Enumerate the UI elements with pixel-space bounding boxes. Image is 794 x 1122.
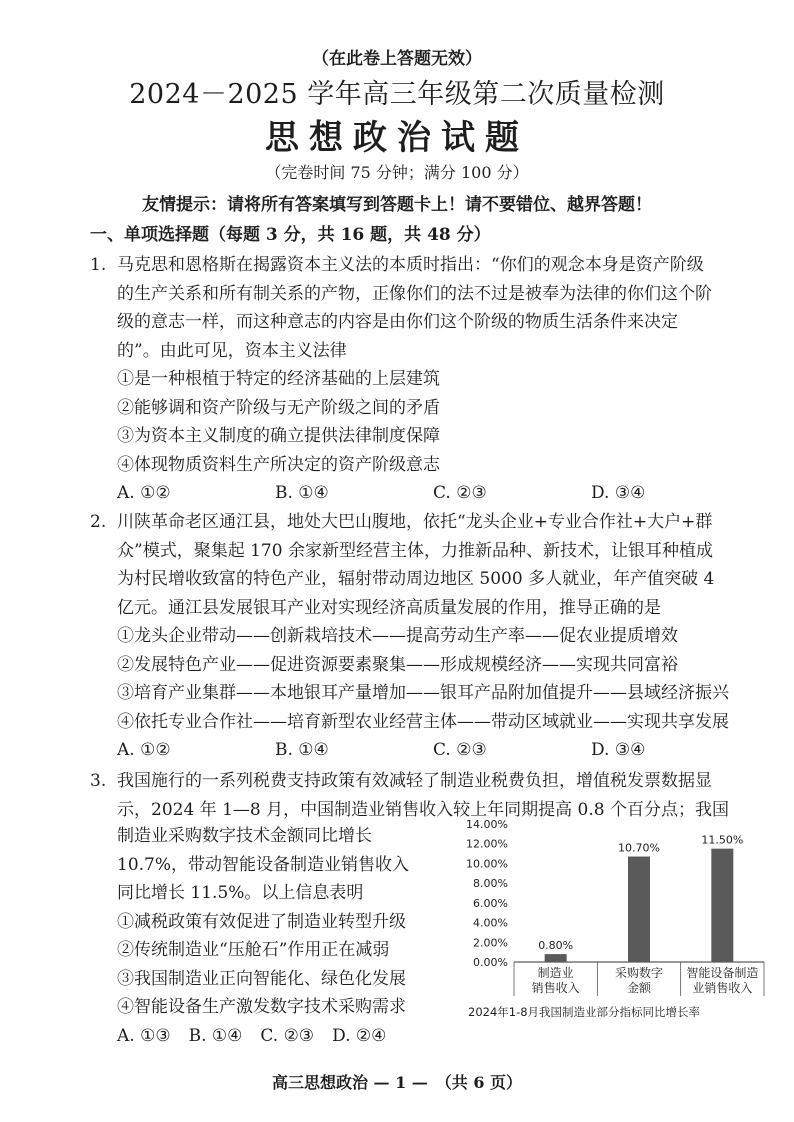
question-2: [90, 508, 770, 765]
bar: [545, 954, 567, 962]
y-tick-label: 4.00%: [473, 916, 508, 930]
option-d: D. ③④: [591, 483, 646, 503]
statement-item: ③我国制造业正向智能化、绿色化发展: [117, 968, 406, 989]
question-text: 为村民增收致富的特色产业，辐射带动周边地区 5000 多人就业，年产值突破 4: [117, 569, 715, 589]
y-tick-label: 12.00%: [466, 837, 508, 851]
question-text: 同比增长 11.5%。以上信息表明: [117, 883, 364, 903]
question-text: 级的意志一样，而这种意志的内容是由你们这个阶级的物质生活条件来决定: [117, 312, 678, 332]
chart-title: 2024年1-8月我国制造业部分指标同比增长率: [468, 1005, 701, 1019]
question-text: 制造业采购数字技术金额同比增长: [117, 826, 372, 846]
statement-item: ③为资本主义制度的确立提供法律制度保障: [117, 426, 440, 446]
statement-item: ②传统制造业“压舱石”作用正在减弱: [117, 940, 390, 960]
x-tick-label: 采购数字: [614, 966, 664, 980]
invalid-answer-note: （在此卷上答题无效）: [312, 49, 482, 69]
subject-title: 思想政治试题: [265, 118, 529, 158]
y-tick-label: 14.00%: [466, 818, 508, 831]
question-number: 1.: [90, 255, 107, 275]
question-text: 我国施行的一系列税费支持政策有效减轻了制造业税费负担，增值税发票数据显: [117, 771, 712, 791]
question-number: 3.: [90, 771, 107, 791]
question-text: 川陕革命老区通江县，地处大巴山腹地，依托“龙头企业+专业合作社+大户+群: [117, 512, 713, 532]
question-text: 众”模式，聚集起 170 余家新型经营主体，力推新品种、新技术，让银耳种植成: [117, 540, 713, 561]
statement-item: ④体现物质资料生产所决定的资产阶级意志: [117, 454, 440, 475]
option-b: B. ①④: [275, 483, 329, 503]
option-b: B. ①④: [188, 1025, 243, 1046]
bar: [711, 849, 733, 962]
question-1: [90, 251, 770, 508]
y-tick-label: 10.00%: [466, 857, 508, 871]
option-d: D. ②④: [332, 1025, 387, 1046]
exam-title: 2024－2025 学年高三年级第二次质量检测: [129, 79, 665, 110]
question-text: 马克思和恩格斯在揭露资本主义法的本质时指出：“你们的观念本身是资产阶级: [117, 255, 704, 275]
x-tick-label: 制造业: [537, 966, 574, 980]
growth-bar-chart: [452, 812, 774, 1022]
statement-item: ④依托专业合作社——培育新型农业经营主体——带动区域就业——实现共享发展: [117, 711, 729, 732]
option-c: C. ②③: [433, 483, 487, 503]
x-tick-label: 业销售收入: [692, 981, 753, 995]
section-heading: 一、单项选择题（每题 3 分，共 16 题，共 48 分）: [90, 225, 491, 245]
question-text: 示，2024 年 1—8 月，中国制造业销售收入较上年同期提高 0.8 个百分点；我国: [117, 799, 729, 820]
statement-item: ③培育产业集群——本地银耳产量增加——银耳产品附加值提升——县域经济振兴: [117, 683, 729, 703]
question-text: 的”。由此可见，资本主义法律: [117, 340, 347, 361]
x-tick-label: 智能设备制造: [686, 966, 759, 980]
x-tick-label: 金额: [626, 981, 652, 995]
option-a: A. ①②: [117, 740, 171, 760]
exam-time: （完卷时间 75 分钟；满分 100 分）: [265, 163, 529, 182]
y-tick-label: 2.00%: [473, 936, 508, 950]
statement-item: ①是一种根植于特定的经济基础的上层建筑: [117, 369, 440, 389]
option-b: B. ①④: [275, 740, 329, 760]
y-tick-label: 8.00%: [473, 877, 508, 891]
page-footer: 高三思想政治 — 1 — （共 6 页）: [271, 1073, 523, 1092]
statement-item: ①龙头企业带动——创新栽培技术——提高劳动生产率——促农业提质增效: [117, 626, 678, 646]
option-c: C. ②③: [433, 740, 487, 760]
question-text: 10.7%，带动智能设备制造业销售收入: [117, 854, 410, 875]
statement-item: ④智能设备生产激发数字技术采购需求: [117, 997, 406, 1017]
statement-item: ②发展特色产业——促进资源要素聚集——形成规模经济——实现共同富裕: [117, 654, 678, 675]
x-tick-label: 销售收入: [531, 981, 580, 995]
question-text: 的生产关系和所有制关系的产物，正像你们的法不过是被奉为法律的你们这个阶: [117, 283, 712, 304]
y-tick-label: 6.00%: [473, 896, 508, 910]
data-label: 10.70%: [618, 841, 660, 855]
question-3-left-column: [117, 822, 457, 1050]
option-c: C. ②③: [260, 1025, 315, 1046]
option-a: A. ①③: [117, 1025, 171, 1046]
data-label: 11.50%: [701, 833, 744, 847]
option-a: A. ①②: [117, 483, 171, 503]
data-label: 0.80%: [538, 939, 574, 953]
friendly-tip: 友情提示：请将所有答案填写到答题卡上！请不要错位、越界答题！: [142, 195, 652, 215]
question-number: 2.: [90, 512, 107, 532]
option-d: D. ③④: [591, 740, 646, 760]
y-tick-label: 0.00%: [473, 956, 508, 969]
statement-item: ①减税政策有效促进了制造业转型升级: [117, 911, 406, 932]
bar: [628, 857, 650, 962]
question-text: 亿元。通江县发展银耳产业对实现经济高质量发展的作用，推导正确的是: [117, 597, 661, 618]
statement-item: ②能够调和资产阶级与无产阶级之间的矛盾: [117, 397, 440, 418]
